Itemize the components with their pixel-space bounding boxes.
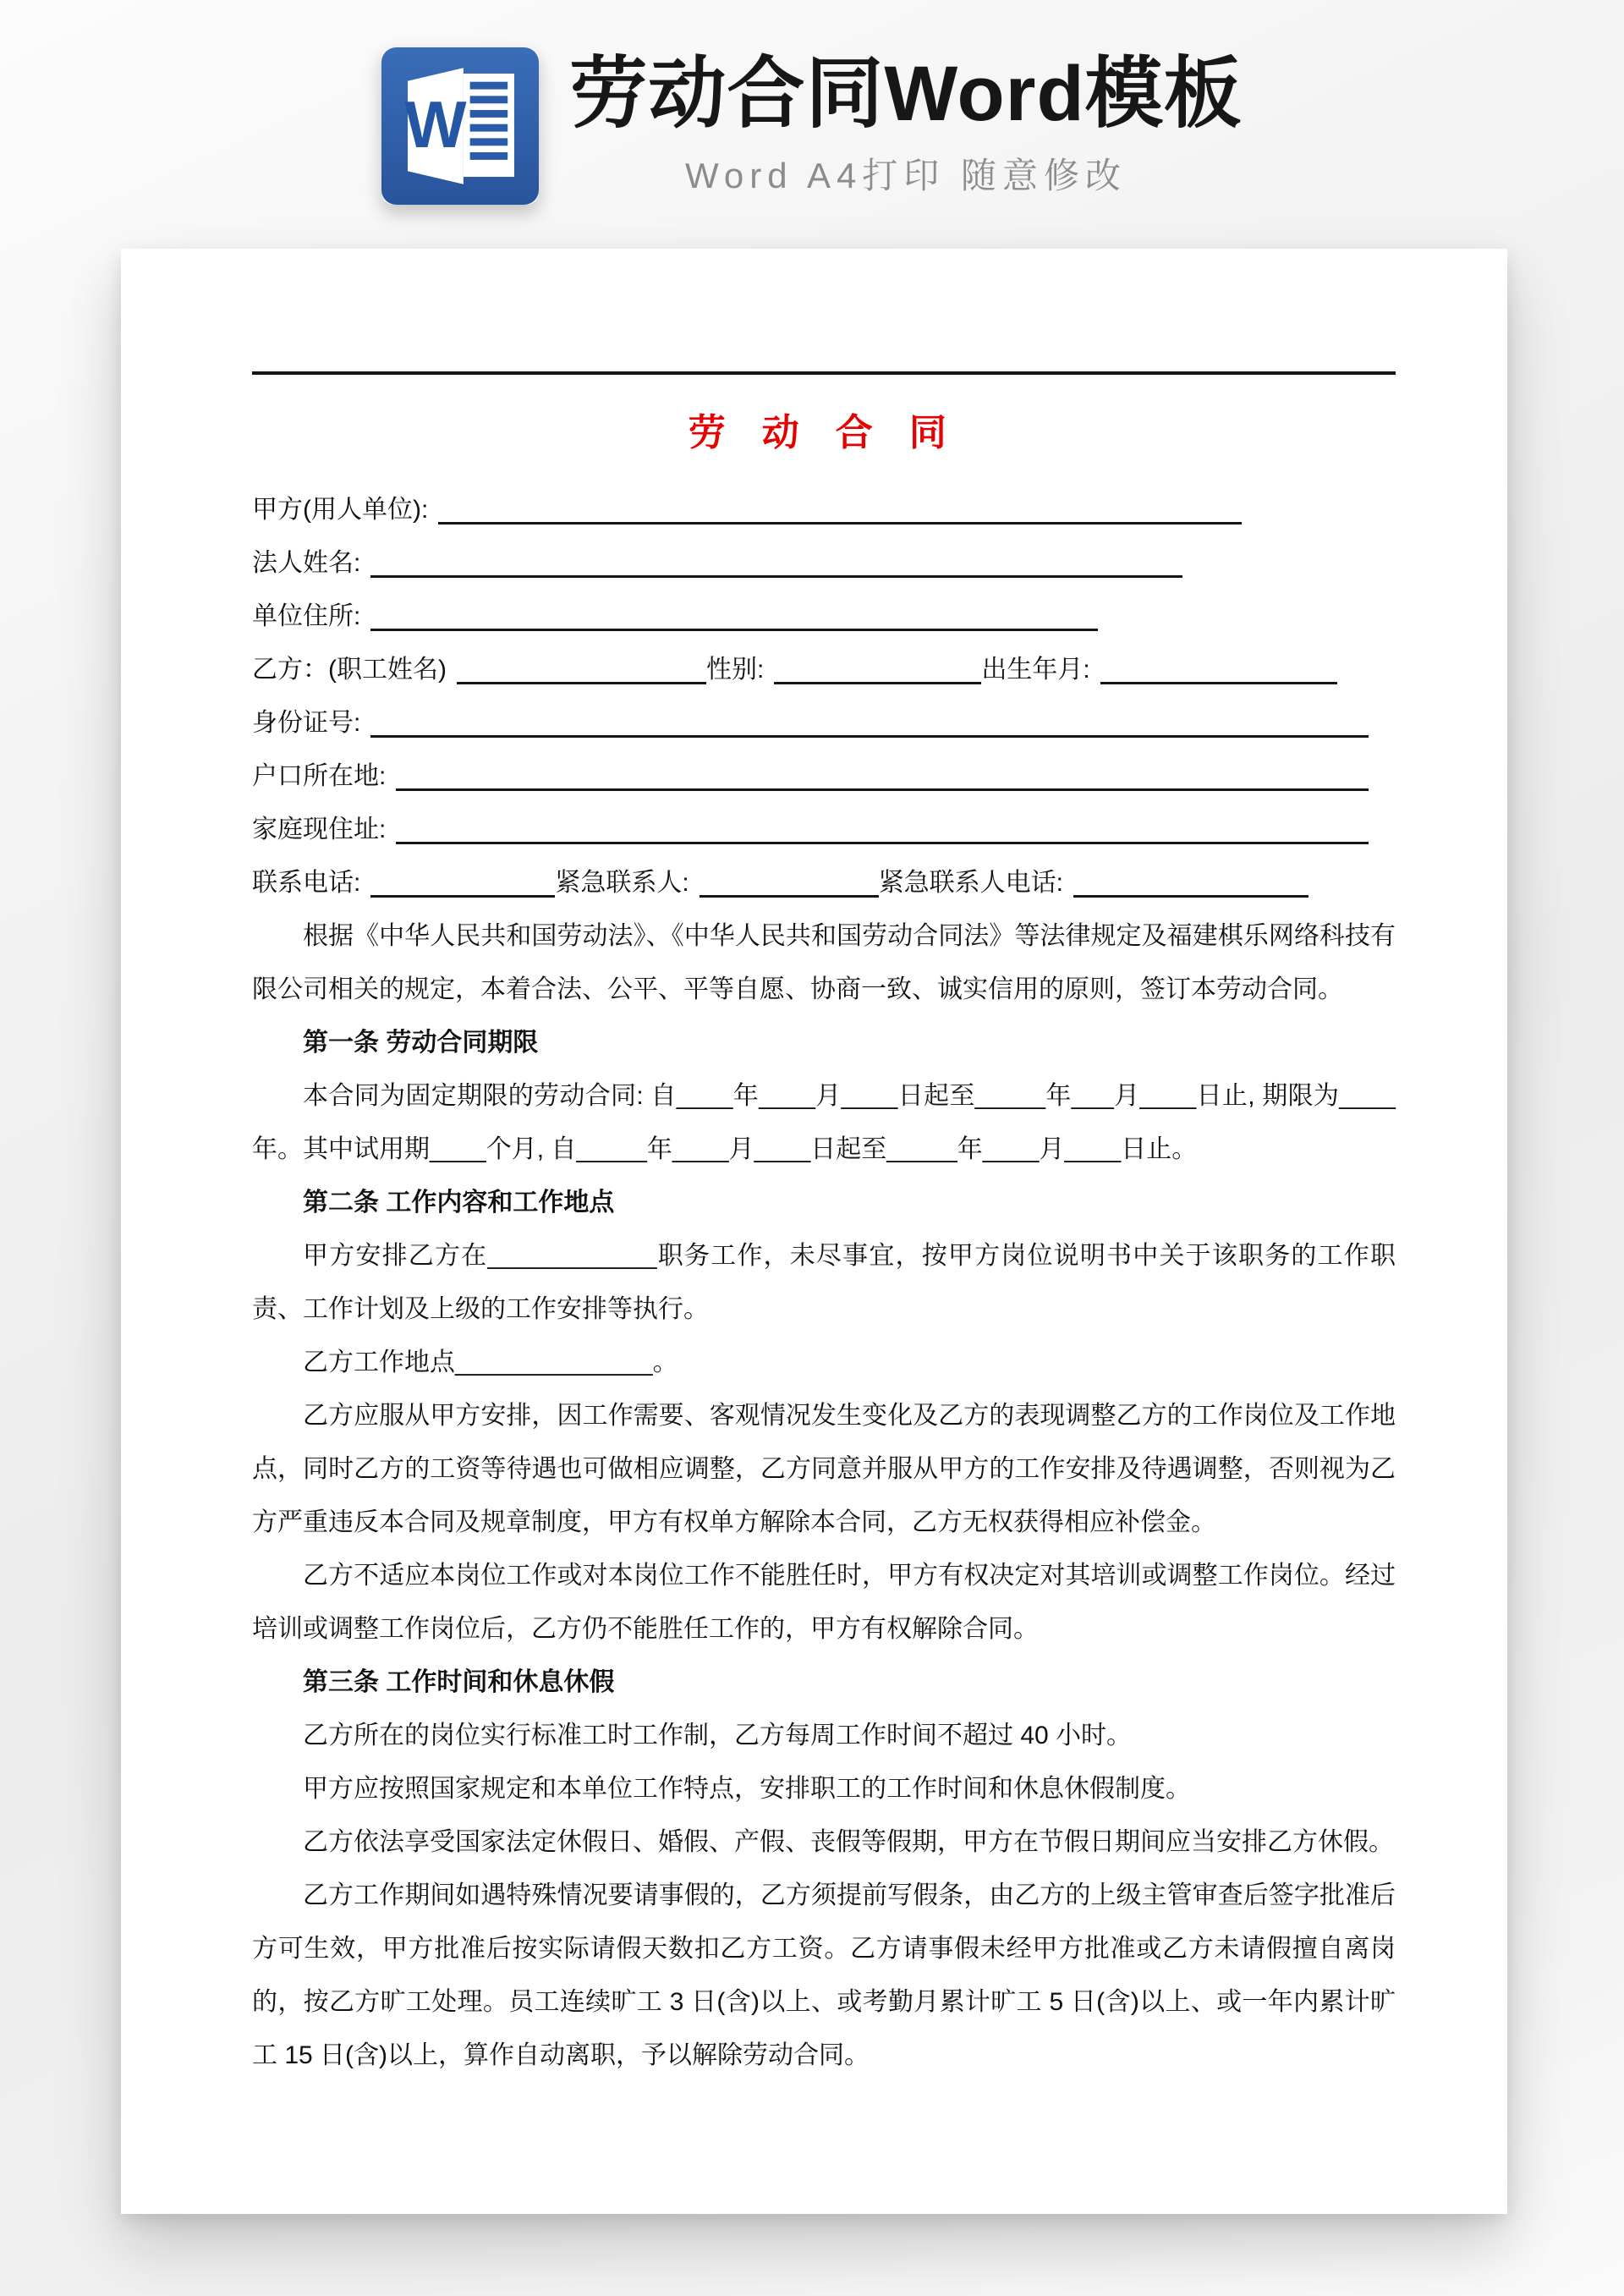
blank-line xyxy=(700,895,879,898)
blank-line xyxy=(457,682,706,684)
form-label: 身份证号: xyxy=(252,709,361,737)
section-heading: 第三条 工作时间和休息休假 xyxy=(303,1668,615,1696)
form-row xyxy=(252,483,1396,536)
blank-line xyxy=(438,522,1242,525)
blank-line xyxy=(370,895,555,898)
paragraph: 本合同为固定期限的劳动合同: 自____年____月____日起至_____年___月____日止, 期限为____年。其中试用期____个月, 自_____年____月____日起至_____年____月____日止。 xyxy=(252,1082,1396,1163)
form-label: 乙方：(职工姓名) xyxy=(252,656,447,684)
paragraph: 乙方所在的岗位实行标准工时工作制，乙方每周工作时间不超过 40 小时。 xyxy=(303,1722,1133,1749)
document-page xyxy=(121,249,1507,2214)
form-row xyxy=(252,536,1396,590)
form-label: 甲方(用人单位): xyxy=(252,496,429,524)
blank-line xyxy=(774,682,981,684)
form-label: 单位住所: xyxy=(252,602,361,630)
document-content xyxy=(252,483,1396,2082)
form-label: 紧急联系人电话: xyxy=(878,869,1064,897)
form-label: 紧急联系人: xyxy=(555,869,689,897)
form-row xyxy=(252,643,1396,696)
paragraph: 乙方工作期间如遇特殊情况要请事假的，乙方须提前写假条，由乙方的上级主管审查后签字批准后方可生效，甲方批准后按实际请假天数扣乙方工资。乙方请事假未经甲方批准或乙方未请假擅自离岗的，按乙方旷工处理。员工连续旷工 3 日(含)以上、或考勤月累计旷工 5 日(含)以上、或一年内累计旷工 15 日(含)以上，算作自动离职，予以解除劳动合同。 xyxy=(252,1881,1396,2069)
form-label: 出生年月: xyxy=(981,656,1090,684)
form-label: 法人姓名: xyxy=(252,549,361,577)
paragraph: 乙方工作地点______________。 xyxy=(303,1348,678,1376)
paragraph: 乙方应服从甲方安排，因工作需要、客观情况发生变化及乙方的表现调整乙方的工作岗位及工作地点，同时乙方的工资等待遇也可做相应调整，乙方同意并服从甲方的工作安排及待遇调整，否则视为乙方严重违反本合同及规章制度，甲方有权单方解除本合同，乙方无权获得相应补偿金。 xyxy=(252,1402,1396,1536)
form-row xyxy=(252,590,1396,643)
form-label: 联系电话: xyxy=(252,869,361,897)
page-title: 劳动合同Word模板 xyxy=(569,50,1243,137)
form-row xyxy=(252,696,1396,750)
page-subtitle: Word A4打印 随意修改 xyxy=(685,156,1127,196)
form-label: 性别: xyxy=(705,656,765,684)
blank-line xyxy=(370,735,1369,738)
form-row xyxy=(252,856,1396,909)
blank-line xyxy=(370,575,1182,578)
top-rule xyxy=(252,371,1396,375)
document-title: 劳 动 合 同 xyxy=(688,412,960,453)
form-label: 家庭现住址: xyxy=(252,816,387,843)
word-icon-svg xyxy=(381,47,539,205)
word-logo-icon xyxy=(381,47,539,205)
paragraph: 乙方依法享受国家法定休假日、婚假、产假、丧假等假期，甲方在节假日期间应当安排乙方休假。 xyxy=(303,1828,1394,1856)
paragraph: 乙方不适应本岗位工作或对本岗位工作不能胜任时，甲方有权决定对其培训或调整工作岗位。经过培训或调整工作岗位后，乙方仍不能胜任工作的，甲方有权解除合同。 xyxy=(252,1562,1396,1643)
form-row xyxy=(252,750,1396,803)
paragraph: 根据《中华人民共和国劳动法》、《中华人民共和国劳动合同法》等法律规定及福建棋乐网络科技有限公司相关的规定，本着合法、公平、平等自愿、协商一致、诚实信用的原则，签订本劳动合同。 xyxy=(252,922,1396,1003)
doc-body xyxy=(252,909,1396,2082)
blank-line xyxy=(396,788,1369,791)
site-header xyxy=(0,47,1624,205)
section-heading: 第一条 劳动合同期限 xyxy=(303,1029,539,1057)
form-rows xyxy=(252,483,1396,909)
blank-line xyxy=(396,842,1369,844)
paragraph: 甲方应按照国家规定和本单位工作特点，安排职工的工作时间和休息休假制度。 xyxy=(303,1775,1191,1803)
blank-line xyxy=(1073,895,1309,898)
form-label: 户口所在地: xyxy=(252,762,387,790)
word-icon-letter: W xyxy=(404,89,467,162)
blank-line xyxy=(1100,682,1337,684)
form-row xyxy=(252,803,1396,856)
section-heading: 第二条 工作内容和工作地点 xyxy=(303,1189,615,1217)
paragraph: 甲方安排乙方在____________职务工作，未尽事宜，按甲方岗位说明书中关于该职务的工作职责、工作计划及上级的工作安排等执行。 xyxy=(252,1242,1396,1323)
blank-line xyxy=(370,629,1098,631)
header-text xyxy=(569,50,1243,200)
